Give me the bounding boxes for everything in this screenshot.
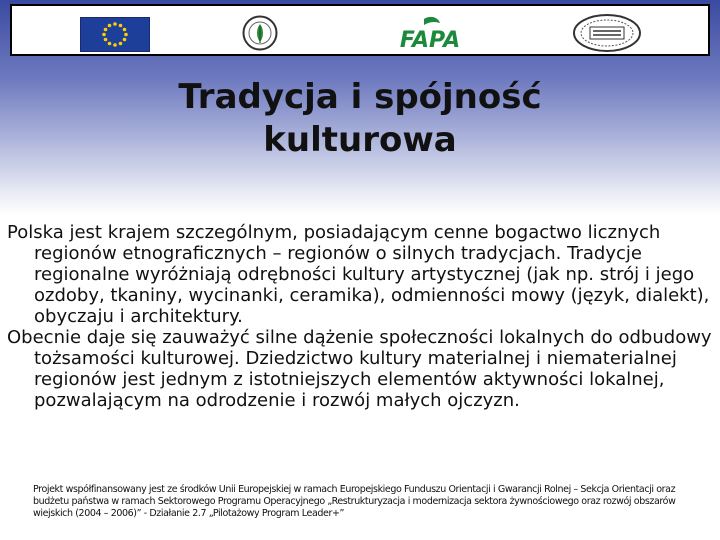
- logo-bar: [10, 4, 710, 56]
- institute-seal-logo: [572, 13, 642, 53]
- paragraph-1: Polska jest krajem szczególnym, posiadającym cenne bogactwo licznych regionów etnograficznych – regionów o silnych tradycjach. Tradycje regionalne wyróżniają odrębności kultury artystycznej (jak np. strój i jego ozdoby, tkaniny, wycinanki, ceramika), odmienności mowy (język, dialekt), obyczaju i architektury.: [7, 222, 710, 327]
- title-line-1: Tradycja i spójność: [178, 77, 542, 117]
- title-line-2: kulturowa: [263, 120, 457, 160]
- slide-title: [60, 76, 660, 162]
- fapa-wordmark: FAPA: [399, 28, 461, 51]
- funding-footer: [33, 484, 713, 520]
- eu-stars-icon: [81, 18, 149, 51]
- funding-footer-text: Projekt współfinansowany jest ze środków Unii Europejskiej w ramach Europejskiego Funduszu Orientacji i Gwarancji Rolnej – Sekcja Orientacji oraz budżetu państwa w ramach Sektorowego Programu Operacyjnego „Restrukturyzacja i modernizacja sektora żywnościowego oraz rozwój obszarów wiejskich (2004 – 2006)” - Działanie 2.7 „Pilotażowy Program Leader+”: [33, 484, 676, 519]
- fapa-logo: [384, 15, 476, 51]
- eu-flag-logo: [80, 17, 150, 52]
- paragraph-2: Obecnie daje się zauważyć silne dążenie społeczności lokalnych do odbudowy tożsamości kulturowej. Dziedzictwo kultury materialnej i niematerialnej regionów jest jednym z istotniejszych elementów aktywności lokalnej, pozwalającym na odrodzenie i rozwój małych ojczyzn.: [7, 327, 712, 411]
- ministry-seal-logo: [242, 15, 278, 51]
- body-text: [7, 222, 713, 411]
